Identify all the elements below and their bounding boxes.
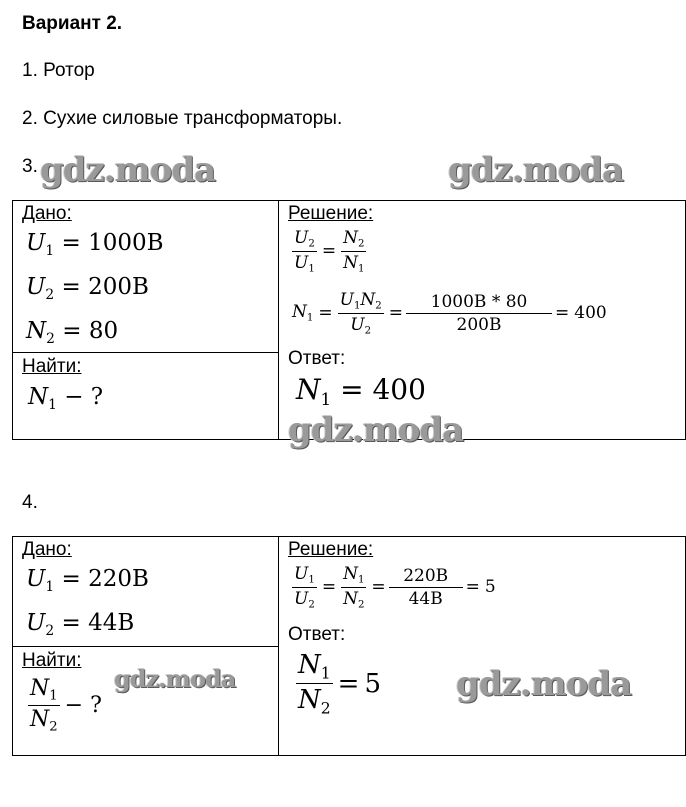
watermark-3: gdz.moda [288, 410, 464, 450]
problem-3-find-label: Найти: [22, 356, 82, 377]
problem-3-calculation: $N_1$ = $\frac{U_1N_2}{U_2}$ = $\frac{1000B * 80}{200B}$ = 400 [292, 290, 607, 337]
variant-title: Вариант 2. [22, 13, 123, 34]
watermark-4: gdz.moda [114, 664, 236, 693]
problem-3-find: $N_1$ − ? [28, 384, 104, 413]
problem-3-given-label: Дано: [22, 203, 72, 224]
problem-3-number: 3. [22, 156, 38, 177]
answer-2: 2. Сухие силовые трансформаторы. [22, 108, 343, 129]
problem-4-answer: $\frac{N_1}{N_2}$ = 5 [298, 650, 382, 718]
watermark-2: gdz.moda [448, 150, 624, 190]
problem-4-number: 4. [22, 492, 38, 513]
watermark-5: gdz.moda [456, 664, 632, 704]
problem-3-given-n2: $N_2 = 80$ [26, 318, 119, 347]
problem-4-solution-label: Решение: [288, 539, 374, 560]
problem-3-ratio: $\frac{U_2}{U_1}$ = $\frac{N_2}{N_1}$ [294, 228, 365, 275]
watermark-1: gdz.moda [40, 150, 216, 190]
problem-4-calculation: $\frac{U_1}{U_2}$ = $\frac{N_1}{N_2}$ = $\frac{220B}{44B}$ = 5 [294, 564, 496, 611]
problem-4-answer-label: Ответ: [288, 624, 346, 645]
problem-3-given-u2: $U_2 = 200B$ [26, 274, 149, 303]
problem-3-solution-label: Решение: [288, 203, 374, 224]
answer-1: 1. Ротор [22, 60, 95, 81]
problem-3-answer-label: Ответ: [288, 348, 346, 369]
problem-3-divider [278, 200, 279, 440]
problem-3-given-divider [12, 352, 278, 353]
problem-3-answer: $N_1 = 400$ [296, 373, 426, 409]
problem-4-given-u2: $U_2 = 44B$ [26, 610, 135, 639]
problem-4-given-label: Дано: [22, 539, 72, 560]
problem-4-given-u1: $U_1 = 220B$ [26, 566, 149, 595]
problem-3-given-u1: $U_1 = 1000B$ [26, 230, 164, 259]
problem-4-divider [278, 536, 279, 756]
problem-4-find: $\frac{N_1}{N_2}$ − ? [30, 676, 102, 735]
problem-4-find-label: Найти: [22, 650, 82, 671]
problem-4-given-divider [12, 646, 278, 647]
